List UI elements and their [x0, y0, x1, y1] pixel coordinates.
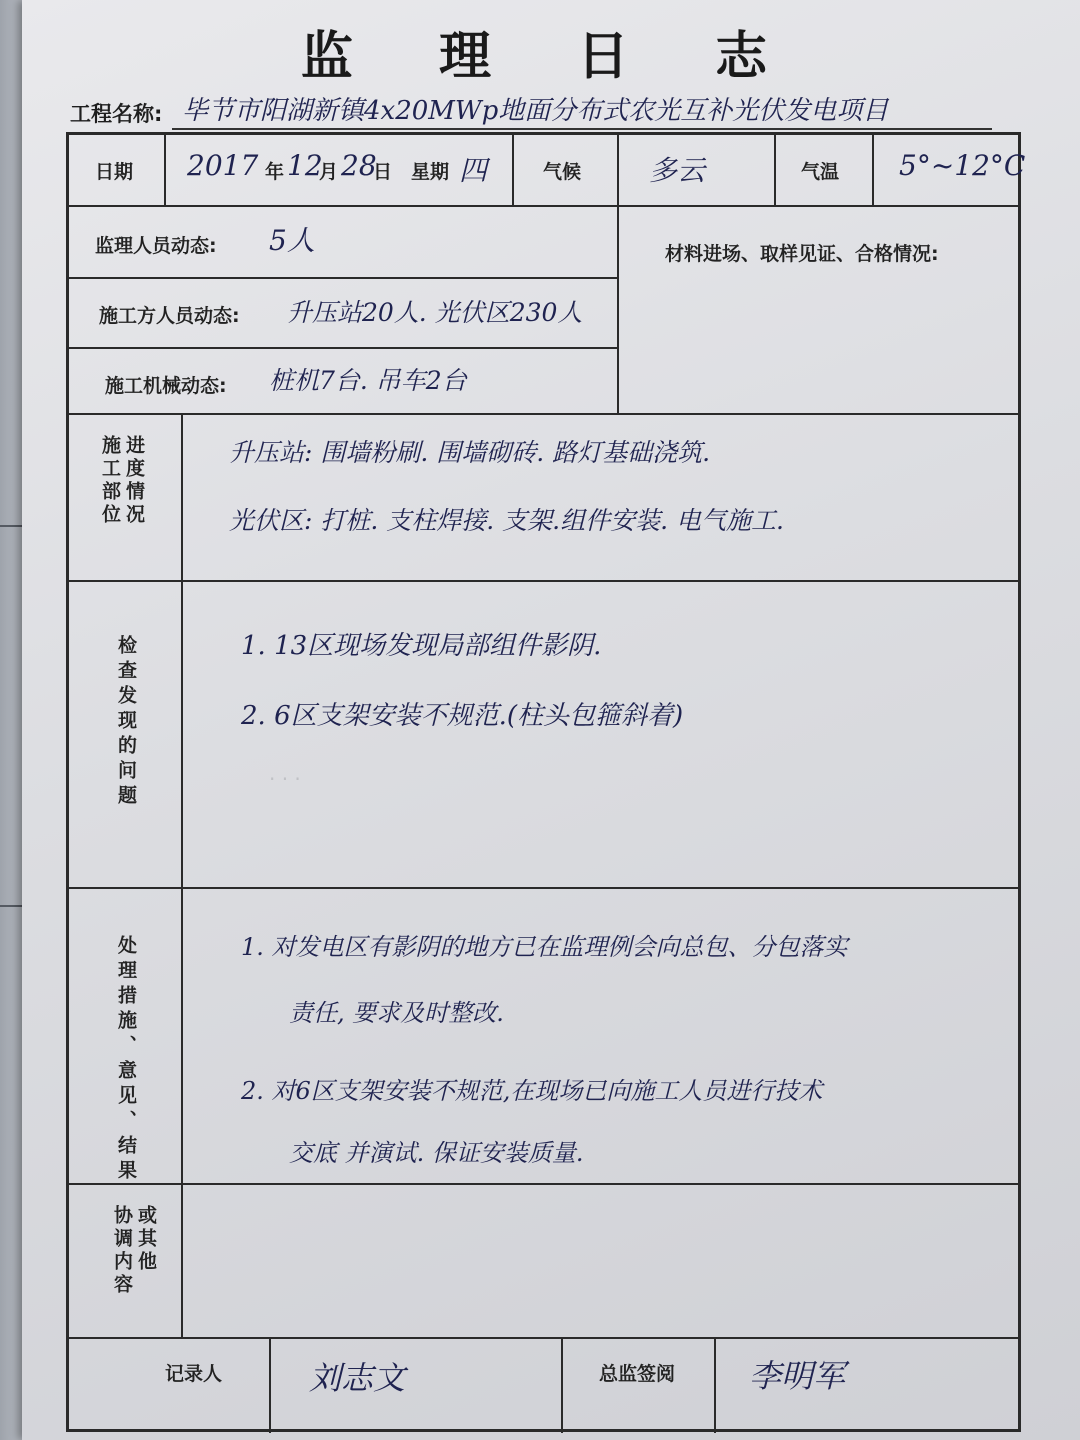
day-unit: 日 — [373, 161, 393, 183]
weekday-value: 四 — [459, 154, 488, 187]
row-divider — [69, 205, 1021, 207]
page-title: 监 理 日 志 — [300, 27, 802, 87]
weather-label: 气候 — [543, 161, 582, 183]
coordination-label-col2: 或其他 — [135, 1205, 157, 1274]
measures-label: 处理措施、意见、结果 — [115, 935, 137, 1185]
project-name-label: 工程名称: — [70, 102, 163, 126]
workers-label: 施工方人员动态: — [99, 305, 240, 327]
row-divider — [69, 580, 1021, 582]
log-form — [66, 132, 1026, 1432]
progress-line: 升压站: 围墙粉刷. 围墙砌砖. 路灯基础浇筑. — [229, 438, 711, 467]
supervisors-value: 5人 — [269, 224, 315, 257]
issue-line: 1. 13区现场发现局部组件影阴. — [241, 631, 602, 661]
measure-line: 1. 对发电区有影阴的地方已在监理例会向总包、分包落实 — [241, 933, 848, 961]
issues-label: 检查发现的问题 — [115, 635, 137, 810]
bleed-through-text: · · · — [269, 767, 301, 791]
machines-label: 施工机械动态: — [105, 375, 227, 397]
weather-value: 多云 — [649, 154, 706, 187]
col-divider — [269, 1337, 271, 1433]
col-divider — [617, 135, 619, 413]
project-name-underline — [172, 128, 992, 130]
measure-line: 交底 并演试. 保证安装质量. — [289, 1139, 584, 1167]
date-month: 12 — [287, 149, 323, 182]
date-label: 日期 — [95, 161, 134, 183]
measure-line: 2. 对6区支架安装不规范,在现场已向施工人员进行技术 — [241, 1077, 823, 1105]
row-divider — [69, 347, 617, 349]
chief-label: 总监签阅 — [599, 1363, 676, 1385]
month-unit: 月 — [319, 161, 339, 183]
coordination-label-col1: 协调内容 — [111, 1205, 133, 1297]
progress-label-col2: 进度情况 — [123, 435, 145, 527]
col-divider — [181, 413, 183, 1337]
year-unit: 年 — [265, 161, 285, 183]
col-divider — [512, 135, 514, 205]
date-day: 28 — [341, 149, 377, 182]
recorder-label: 记录人 — [165, 1363, 223, 1385]
recorder-signature: 刘志文 — [309, 1359, 406, 1397]
workers-value: 升压站20人. 光伏区230人 — [287, 298, 583, 327]
materials-label: 材料进场、取样见证、合格情况: — [665, 243, 939, 265]
measure-line: 责任, 要求及时整改. — [289, 999, 504, 1027]
weekday-label: 星期 — [411, 161, 450, 183]
row-divider — [69, 1183, 1021, 1185]
col-divider — [774, 135, 776, 205]
col-divider — [714, 1337, 716, 1433]
col-divider — [872, 135, 874, 205]
col-divider — [561, 1337, 563, 1433]
temperature-value: 5°~12°C — [899, 149, 1026, 182]
machines-value: 桩机7台. 吊车2台 — [269, 366, 467, 395]
row-divider — [69, 887, 1021, 889]
date-year: 2017 — [187, 149, 259, 182]
row-divider — [69, 1337, 1021, 1339]
chief-signature: 李明军 — [749, 1357, 846, 1395]
temperature-label: 气温 — [801, 161, 840, 183]
row-divider — [69, 413, 1021, 415]
col-divider — [164, 135, 166, 205]
project-name-value: 毕节市阳湖新镇4x20MWp地面分布式农光互补光伏发电项目 — [182, 96, 889, 126]
row-divider — [69, 277, 617, 279]
progress-label-col1: 施工部位 — [99, 435, 121, 527]
issue-line: 2. 6区支架安装不规范.(柱头包箍斜着) — [241, 701, 684, 731]
log-page — [22, 0, 1080, 1440]
progress-line: 光伏区: 打桩. 支柱焊接. 支架.组件安装. 电气施工. — [229, 506, 784, 535]
supervisors-label: 监理人员动态: — [95, 235, 217, 257]
